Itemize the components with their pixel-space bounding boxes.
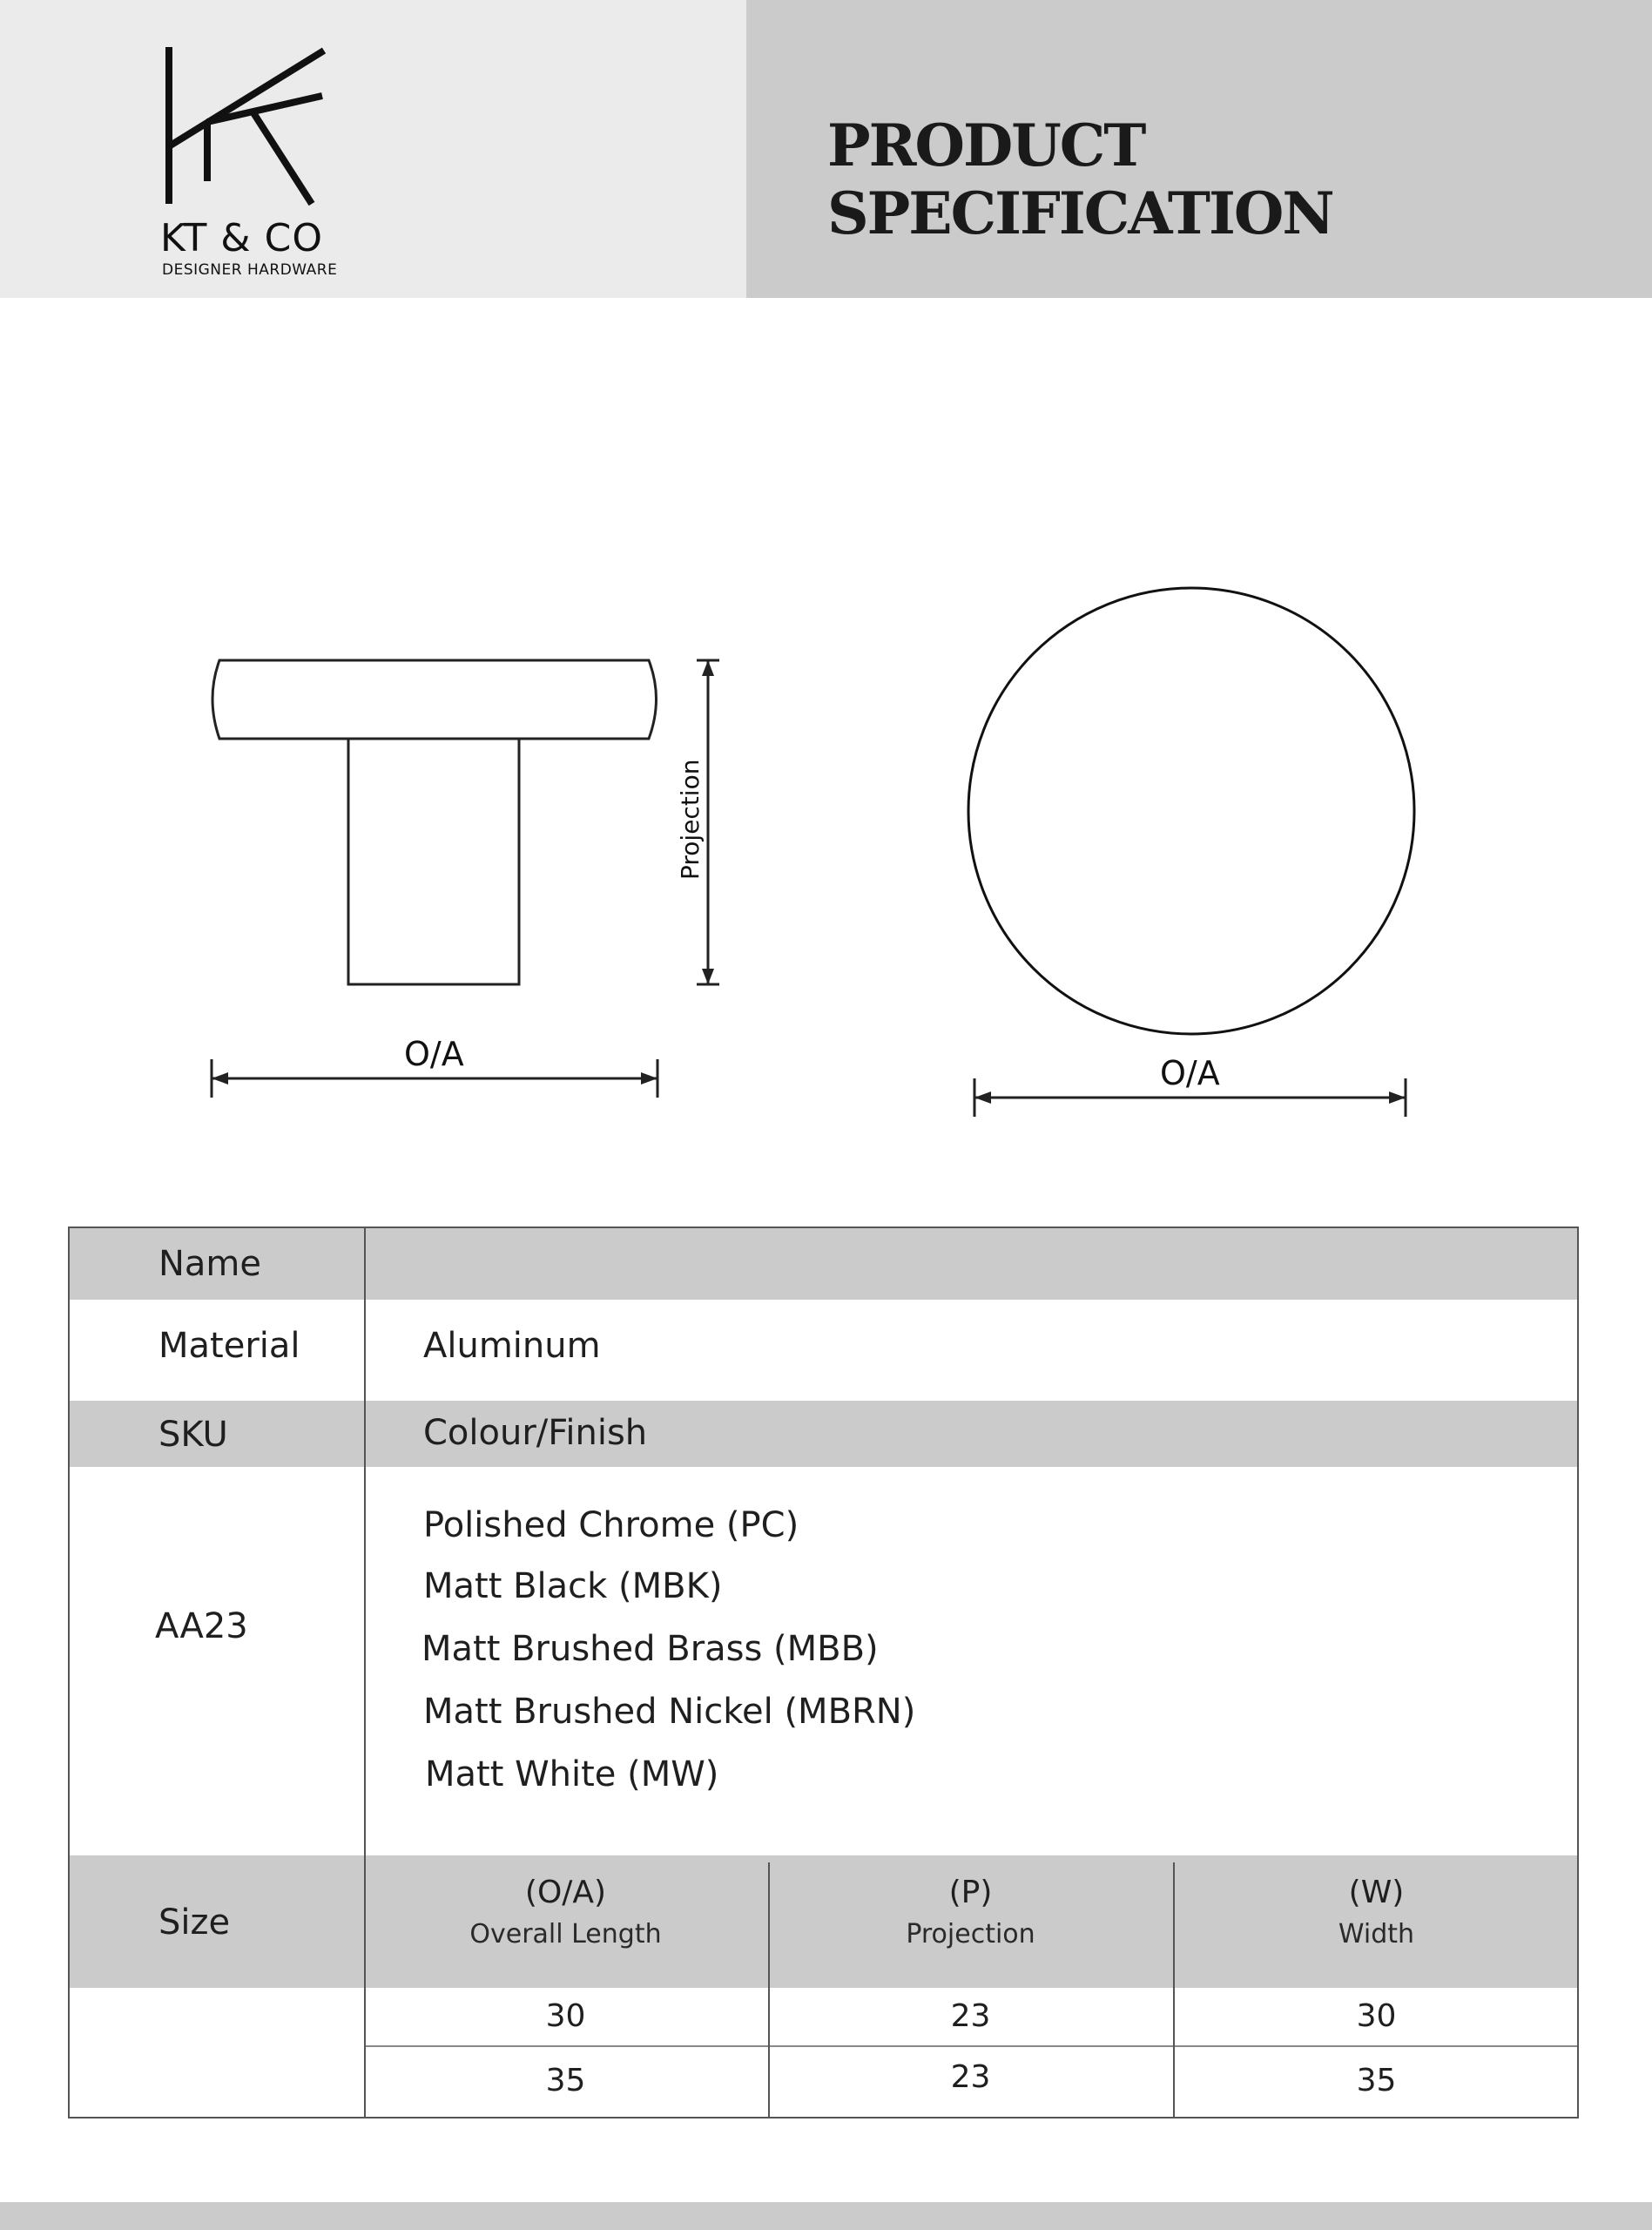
sku-header-row bbox=[68, 1401, 1579, 1467]
material-value: Aluminum bbox=[423, 1326, 601, 1366]
table-divider bbox=[364, 2045, 1579, 2047]
name-label: Name bbox=[158, 1244, 262, 1284]
header-logo-panel bbox=[0, 0, 746, 298]
projection-label: Projection bbox=[676, 759, 705, 880]
footer-bar bbox=[0, 2202, 1652, 2230]
size-cell: 23 bbox=[950, 1998, 991, 2034]
size-col-desc: Projection bbox=[906, 1919, 1035, 1950]
table-border bbox=[68, 1226, 1579, 1228]
size-col-code: (O/A) bbox=[524, 1875, 607, 1910]
front-oa-label: O/A bbox=[1160, 1054, 1220, 1092]
size-col-desc: Width bbox=[1338, 1919, 1415, 1950]
sku-value: AA23 bbox=[155, 1606, 248, 1646]
size-header-row bbox=[68, 1855, 1579, 1988]
size-col-code: (P) bbox=[948, 1875, 993, 1910]
finish-item: Matt Brushed Nickel (MBRN) bbox=[423, 1692, 916, 1732]
size-cell: 30 bbox=[545, 1998, 586, 2034]
table-border bbox=[68, 1226, 70, 2118]
size-cell: 35 bbox=[545, 2063, 586, 2098]
size-col-p bbox=[769, 1875, 1172, 1950]
size-label: Size bbox=[158, 1902, 231, 1943]
size-col-w bbox=[1175, 1875, 1578, 1950]
brand-name: KT & CO bbox=[160, 216, 323, 260]
knob-side-stem bbox=[348, 739, 519, 984]
table-divider bbox=[364, 1226, 366, 2118]
header-title-panel bbox=[746, 0, 1652, 298]
brand-tagline: DESIGNER HARDWARE bbox=[162, 261, 338, 279]
sku-finish-row bbox=[68, 1467, 1579, 1794]
finish-item: Matt Black (MBK) bbox=[423, 1566, 723, 1606]
technical-drawing bbox=[0, 523, 1652, 1150]
side-oa-label: O/A bbox=[404, 1035, 464, 1073]
material-label: Material bbox=[158, 1326, 300, 1366]
name-row bbox=[68, 1226, 1579, 1300]
size-col-desc: Overall Length bbox=[469, 1919, 662, 1950]
table-divider bbox=[768, 1862, 770, 2118]
finish-item: Matt Brushed Brass (MBB) bbox=[421, 1629, 879, 1669]
knob-front-circle bbox=[968, 588, 1414, 1034]
table-border bbox=[1577, 1226, 1579, 2118]
finish-label: Colour/Finish bbox=[423, 1413, 648, 1453]
table-border bbox=[68, 2117, 1579, 2118]
size-col-oa bbox=[364, 1875, 767, 1950]
size-cell: 30 bbox=[1356, 1998, 1397, 2034]
finish-item: Matt White (MW) bbox=[425, 1754, 719, 1794]
knob-side-head bbox=[212, 660, 657, 739]
finish-item: Polished Chrome (PC) bbox=[423, 1505, 799, 1545]
size-cell: 35 bbox=[1356, 2063, 1397, 2098]
page-title: PRODUCT SPECIFICATION bbox=[827, 112, 1333, 247]
table-divider bbox=[1173, 1862, 1175, 2118]
size-cell: 23 bbox=[950, 2059, 991, 2095]
sku-label: SKU bbox=[158, 1415, 228, 1455]
material-row bbox=[68, 1300, 1579, 1408]
size-col-code: (W) bbox=[1348, 1875, 1405, 1910]
kt-logo-icon bbox=[157, 42, 331, 216]
